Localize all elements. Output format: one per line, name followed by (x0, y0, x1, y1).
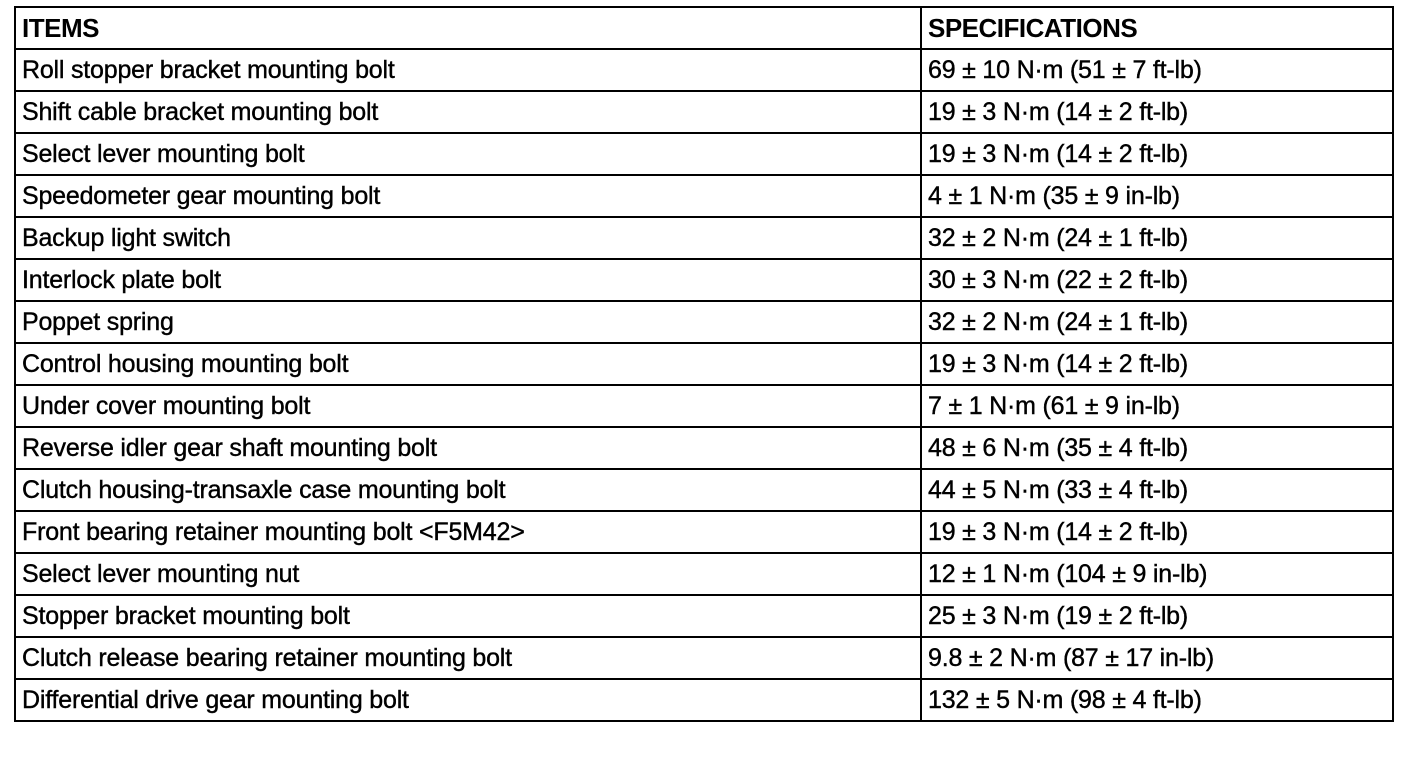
item-cell: Select lever mounting bolt (15, 133, 921, 175)
item-cell: Clutch housing-transaxle case mounting bolt (15, 469, 921, 511)
table-row (15, 175, 1393, 217)
spec-cell: 44 ± 5 N·m (33 ± 4 ft-lb) (921, 469, 1393, 511)
item-cell: Front bearing retainer mounting bolt <F5M42> (15, 511, 921, 553)
spec-cell: 12 ± 1 N·m (104 ± 9 in-lb) (921, 553, 1393, 595)
spec-cell: 19 ± 3 N·m (14 ± 2 ft-lb) (921, 343, 1393, 385)
item-cell: Control housing mounting bolt (15, 343, 921, 385)
item-cell: Under cover mounting bolt (15, 385, 921, 427)
table-row (15, 679, 1393, 721)
item-cell: Poppet spring (15, 301, 921, 343)
item-cell: Clutch release bearing retainer mounting bolt (15, 637, 921, 679)
table-row (15, 553, 1393, 595)
item-cell: Roll stopper bracket mounting bolt (15, 49, 921, 91)
item-cell: Stopper bracket mounting bolt (15, 595, 921, 637)
item-cell: Select lever mounting nut (15, 553, 921, 595)
spec-cell: 69 ± 10 N·m (51 ± 7 ft-lb) (921, 49, 1393, 91)
spec-cell: 25 ± 3 N·m (19 ± 2 ft-lb) (921, 595, 1393, 637)
torque-spec-table (14, 6, 1394, 722)
table-row (15, 595, 1393, 637)
item-cell: Interlock plate bolt (15, 259, 921, 301)
spec-cell: 32 ± 2 N·m (24 ± 1 ft-lb) (921, 301, 1393, 343)
table-row (15, 637, 1393, 679)
items-column-header: ITEMS (15, 7, 921, 49)
table-row (15, 259, 1393, 301)
table-row (15, 49, 1393, 91)
table-row (15, 511, 1393, 553)
spec-cell: 32 ± 2 N·m (24 ± 1 ft-lb) (921, 217, 1393, 259)
spec-cell: 19 ± 3 N·m (14 ± 2 ft-lb) (921, 511, 1393, 553)
item-cell: Differential drive gear mounting bolt (15, 679, 921, 721)
spec-cell: 19 ± 3 N·m (14 ± 2 ft-lb) (921, 133, 1393, 175)
item-cell: Speedometer gear mounting bolt (15, 175, 921, 217)
spec-cell: 19 ± 3 N·m (14 ± 2 ft-lb) (921, 91, 1393, 133)
table-row (15, 217, 1393, 259)
table-row (15, 91, 1393, 133)
spec-cell: 30 ± 3 N·m (22 ± 2 ft-lb) (921, 259, 1393, 301)
table-row (15, 427, 1393, 469)
spec-cell: 132 ± 5 N·m (98 ± 4 ft-lb) (921, 679, 1393, 721)
spec-cell: 4 ± 1 N·m (35 ± 9 in-lb) (921, 175, 1393, 217)
spec-cell: 7 ± 1 N·m (61 ± 9 in-lb) (921, 385, 1393, 427)
item-cell: Shift cable bracket mounting bolt (15, 91, 921, 133)
table-row (15, 301, 1393, 343)
table-header-row (15, 7, 1393, 49)
item-cell: Backup light switch (15, 217, 921, 259)
table-row (15, 385, 1393, 427)
table-row (15, 343, 1393, 385)
table-row (15, 469, 1393, 511)
spec-cell: 9.8 ± 2 N·m (87 ± 17 in-lb) (921, 637, 1393, 679)
table-row (15, 133, 1393, 175)
item-cell: Reverse idler gear shaft mounting bolt (15, 427, 921, 469)
specifications-column-header: SPECIFICATIONS (921, 7, 1393, 49)
spec-cell: 48 ± 6 N·m (35 ± 4 ft-lb) (921, 427, 1393, 469)
